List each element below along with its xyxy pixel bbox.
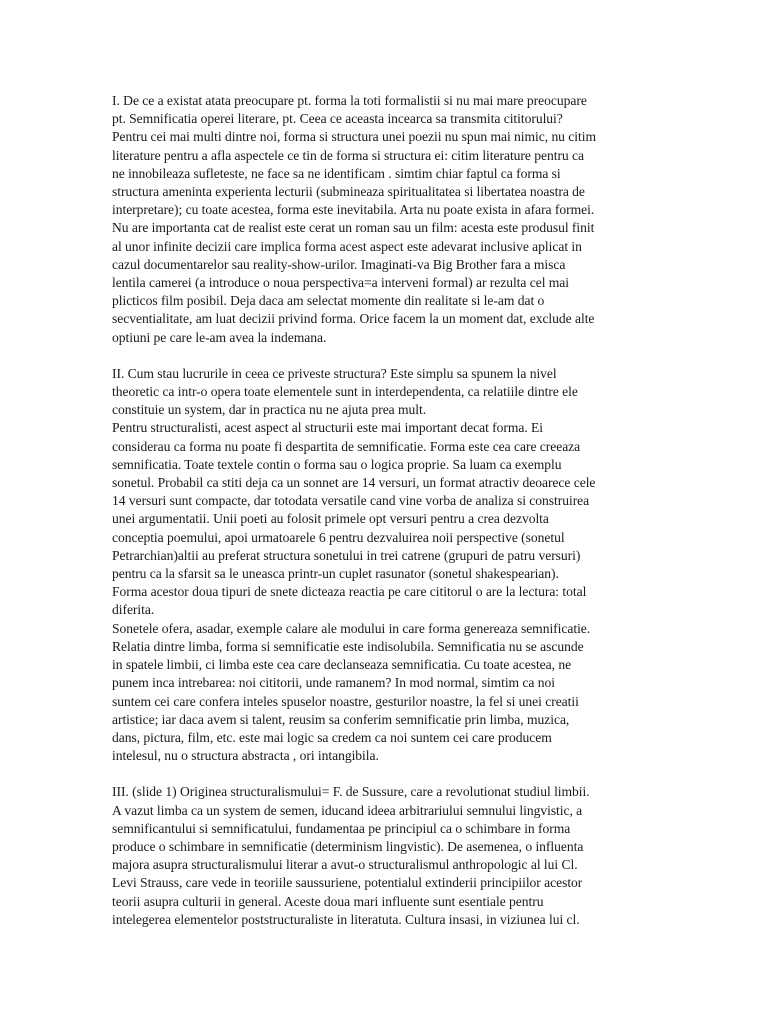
text-line: A vazut limba ca un system de semen, iducand ideea arbitrariului semnului lingvistic, a — [112, 802, 583, 818]
text-line: produce o schimbare in semnificatie (determinism lingvistic). De asemenea, o influenta — [112, 838, 584, 854]
text-line: 14 versuri sunt compacte, dar totodata versatile cand vine vorba de analiza si construirea — [112, 493, 590, 509]
text-line: Pentru cei mai multi dintre noi, forma si structura unei poezii nu spun mai nimic, nu citim — [112, 129, 596, 145]
text-line: structura ameninta experienta lecturii (submineaza spiritualitatea si libertatea noastra de — [112, 184, 585, 200]
text-line: secventialitate, am luat decizii privind forma. Orice facem la un moment dat, exclude alte — [112, 311, 595, 327]
paragraph-2 — [112, 365, 660, 765]
text-line: pentru ca la sfarsit sa le uneasca printr-un cuplet rasunator (sonetul shakespearian). — [112, 566, 559, 582]
text-line: II. Cum stau lucrurile in ceea ce priveste structura? Este simplu sa spunem la nivel — [112, 365, 557, 381]
text-line: Relatia dintre limba, forma si semnificatie este indisolubila. Semnificatia nu se ascunde — [112, 638, 584, 654]
text-line: considerau ca forma nu poate fi despartita de semnificatie. Forma este cea care creeaza — [112, 438, 581, 454]
text-line: al unor infinite decizii care implica forma acest aspect este adevarat inclusive aplicat in — [112, 238, 582, 254]
text-line: literature pentru a afla aspectele ce tin de forma si structura ei: citim literature pentru ca — [112, 147, 584, 163]
text-line: artistice; iar daca avem si talent, reusim sa conferim semnificatie prin limba, muzica, — [112, 711, 570, 727]
text-line: Levi Strauss, care vede in teoriile saussuriene, potentialul extinderii principiilor acestor — [112, 875, 583, 891]
paragraph-1 — [112, 92, 660, 347]
text-line: semnificatia. Toate textele contin o forma sau o logica proprie. Sa luam ca exemplu — [112, 456, 562, 472]
document-body — [112, 92, 660, 947]
text-line: suntem cei care confera inteles spuselor noastre, gesturilor noastre, la fel si unei creatii — [112, 693, 579, 709]
text-line: optiuni pe care le-am avea la indemana. — [112, 329, 327, 345]
text-line: majora asupra structuralismului literar a avut-o structuralismul anthropologic al lui Cl. — [112, 857, 578, 873]
text-line: punem inca intrebarea: noi cititorii, unde ramanem? In mod normal, simtim ca noi — [112, 675, 555, 691]
text-line: pt. Semnificatia operei literare, pt. Ceea ce aceasta incearca sa transmita cititorului? — [112, 111, 563, 127]
text-line: teorii asupra culturii in general. Aceste doua mari influente sunt esentiale pentru — [112, 893, 544, 909]
text-line: sonetul. Probabil ca stiti deja ca un sonnet are 14 versuri, un format atractiv deoarece cele — [112, 475, 596, 491]
text-line: intelegerea elementelor poststructuraliste in literatuta. Cultura insasi, in viziunea lui cl. — [112, 911, 580, 927]
text-line: interpretare); cu toate acestea, forma este inevitabila. Arta nu poate exista in afara formei. — [112, 202, 595, 218]
text-line: lentila camerei (a introduce o noua perspectiva=a interveni formal) ar rezulta cel mai — [112, 275, 570, 291]
text-line: conceptia poemului, apoi urmatoarele 6 pentru dezvaluirea noii perspective (sonetul — [112, 529, 565, 545]
text-line: III. (slide 1) Originea structuralismului= F. de Sussure, care a revolutionat studiul limbii. — [112, 784, 590, 800]
text-line: diferita. — [112, 602, 155, 618]
text-line: ne innobileaza sufleteste, ne face sa ne identificam . simtim chiar faptul ca forma si — [112, 165, 561, 181]
text-line: Pentru structuralisti, acest aspect al structurii este mai important decat forma. Ei — [112, 420, 544, 436]
text-line: Forma acestor doua tipuri de snete dicteaza reactia pe care cititorul o are la lectura: total — [112, 584, 587, 600]
text-line: cazul documentarelor sau reality-show-urilor. Imaginati-va Big Brother fara a misca — [112, 256, 566, 272]
text-line: I. De ce a existat atata preocupare pt. forma la toti formalistii si nu mai mare preocupare — [112, 93, 587, 108]
text-line: intelesul, nu o structura abstracta , ori intangibila. — [112, 748, 379, 764]
text-line: dans, pictura, film, etc. este mai logic sa credem ca noi suntem cei care producem — [112, 729, 552, 745]
text-line: constituie un system, dar in practica nu ne ajuta prea mult. — [112, 402, 427, 418]
text-line: Petrarchian)altii au preferat structura sonetului in trei catrene (grupuri de patru versuri) — [112, 547, 581, 563]
text-line: unei argumentatii. Unii poeti au folosit primele opt versuri pentru a crea dezvolta — [112, 511, 549, 527]
paragraph-3 — [112, 783, 660, 929]
text-line: Nu are importanta cat de realist este cerat un roman sau un film: acesta este produsul finit — [112, 220, 595, 236]
text-line: Sonetele ofera, asadar, exemple calare ale modului in care forma genereaza semnificatie. — [112, 620, 591, 636]
text-line: in spatele limbii, ci limba este cea care declanseaza semnificatia. Cu toate acestea, ne — [112, 657, 572, 673]
text-line: plicticos film posibil. Deja daca am selectat momente din realitate si le-am dat o — [112, 293, 545, 309]
text-line: semnificantului si semnificatului, fundamentaa pe principiul ca o schimbare in forma — [112, 820, 571, 836]
text-line: theoretic ca intr-o opera toate elementele sunt in interdependenta, ca relatiile dintre ele — [112, 384, 578, 400]
